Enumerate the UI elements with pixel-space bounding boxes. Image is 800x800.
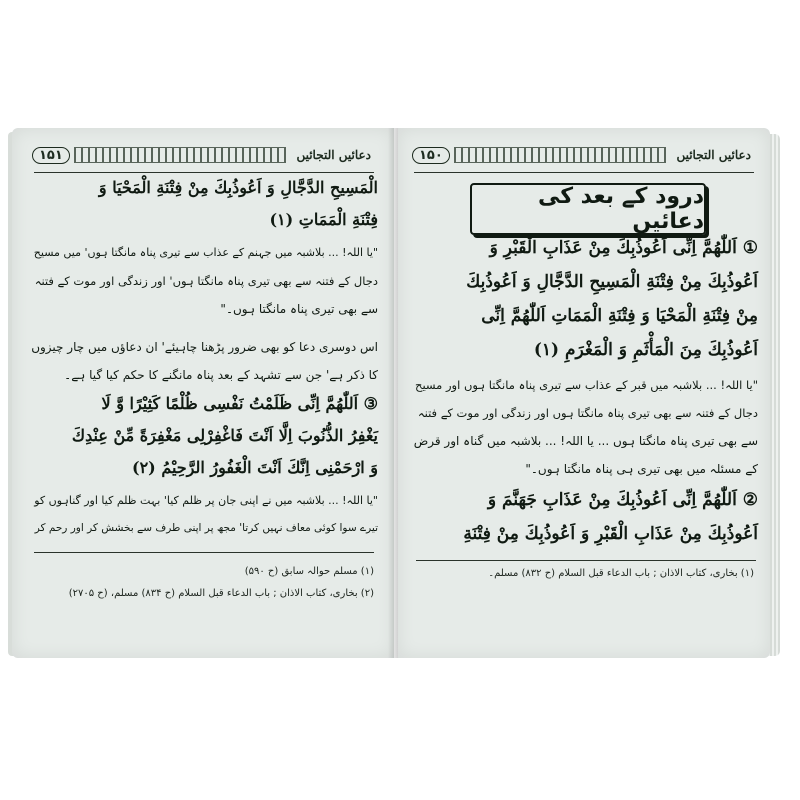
header-rule [34,172,374,173]
urdu-line: "یا اللہ! ... بلاشبہ میں نے اپنی جان پر ظلم کیا' بہت ظلم کیا اور گناہوں کو [34,494,378,507]
arabic-line: یَغْفِرُ الذُّنُوبَ اِلَّا اَنْتَ فَاغْفِرْلِی مَغْفِرَةً مِّنْ عِنْدِكَ [71,426,378,445]
arabic-line: ③ اَللّٰهُمَّ اِنِّی ظَلَمْتُ نَفْسِی ظُلْمًا کَثِیْرًا وَّ لَا [101,394,378,413]
arabic-line: فِتْنَةِ الْمَمَاتِ (۱) [269,210,378,229]
right-page-header [412,142,757,168]
footnote: (۱) مسلم حوالہ سابق (ح ۵۹۰) [244,566,374,577]
section-title: درود کے بعد کی دعائیں [537,184,704,234]
left-page-header [32,142,377,168]
urdu-line: "یا اللہ! ... بلاشبہ میں جہنم کے عذاب سے تیری پناہ مانگتا ہوں' میں مسیح [33,246,378,259]
page-number: ۱۵۰ [412,147,450,164]
urdu-line: "یا اللہ! ... بلاشبہ میں قبر کے عذاب سے تیری پناہ مانگتا ہوں اور مسیح [415,378,758,392]
header-rule [414,172,754,173]
arabic-line: الْمَسِيحِ الدَّجَّالِ وَ اَعُوذُبِكَ مِنْ فِتْنَةِ الْمَحْيَا وَ [98,178,378,197]
header-ornament [454,147,667,163]
arabic-line: مِنْ فِتْنَةِ الْمَحْيَا وَ فِتْنَةِ الْمَمَاتِ اَللّٰهُمَّ اِنِّی [481,306,758,326]
footnote-rule [34,552,374,553]
arabic-line: ② اَللّٰهُمَّ اِنِّی اَعُوذُبِكَ مِنْ عَذَابِ جَهَنَّمَ وَ [487,490,758,510]
section-title-box [470,183,706,235]
arabic-line: اَعُوذُبِكَ مِنْ فِتْنَةِ الْمَسِيحِ الدَّجَّالِ وَ اَعُوذُبِكَ [466,272,758,292]
arabic-line: اَعُوذُبِكَ مِنَ الْمَأْثَمِ وَ الْمَغْرَمِ (۱) [533,340,758,360]
urdu-line: سے بھی تیری پناہ مانگتا ہوں ... یا اللہ! ... بلاشبہ میں گناہ اور قرض [413,434,758,448]
arabic-line: اَعُوذُبِكَ مِنْ عَذَابِ الْقَبْرِ وَ اَعُوذُبِكَ مِنْ فِتْنَةِ [463,524,758,544]
page-number: ۱۵۱ [32,147,70,164]
footnote: (۲) بخاری، کتاب الاذان ; باب الدعاء قبل السلام (ح ۸۳۴) مسلم، (ح ۲۷۰۵) [68,588,374,599]
header-ornament [74,147,287,163]
arabic-line: وَ ارْحَمْنِی اِنَّكَ اَنْتَ الْغَفُورُ الرَّحِیْمُ (۲) [132,458,378,477]
urdu-line: تیرے سوا کوئی معاف نہیں کرتا' مجھ پر اپنی طرف سے بخشش کر اور رحم کر [34,522,378,534]
urdu-line: کا ذکر ہے' جن سے تشہد کے بعد پناہ مانگنے کا حکم کیا گیا ہے۔ [64,368,378,382]
footnote-rule [416,560,756,561]
urdu-line: کے مسئلہ میں بھی تیری ہی پناہ مانگتا ہوں۔" [525,462,758,476]
header-title: دعائیں التجائیں [676,148,751,162]
urdu-line: دجال کے فتنہ سے بھی تیری پناہ مانگتا ہوں اور زندگی اور موت کے فتنہ [417,406,758,420]
urdu-line: دجال کے فتنہ سے بھی تیری پناہ مانگتا ہوں' اور زندگی اور موت کے فتنہ [34,274,378,288]
left-page [12,128,394,658]
urdu-line: اس دوسری دعا کو بھی ضرور پڑھنا چاہیئے' ان دعاؤں میں چار چیزوں [31,340,378,354]
header-title: دعائیں التجائیں [296,148,371,162]
urdu-line: سے بھی تیری پناہ مانگتا ہوں۔" [220,302,378,316]
arabic-line: ① اَللّٰهُمَّ اِنِّی اَعُوذُبِكَ مِنْ عَذَابِ الْقَبْرِ وَ [489,238,758,258]
footnote: (۱) بخاری، کتاب الاذان ; باب الدعاء قبل السلام (ح ۸۳۲) مسلم۔ [488,568,754,579]
